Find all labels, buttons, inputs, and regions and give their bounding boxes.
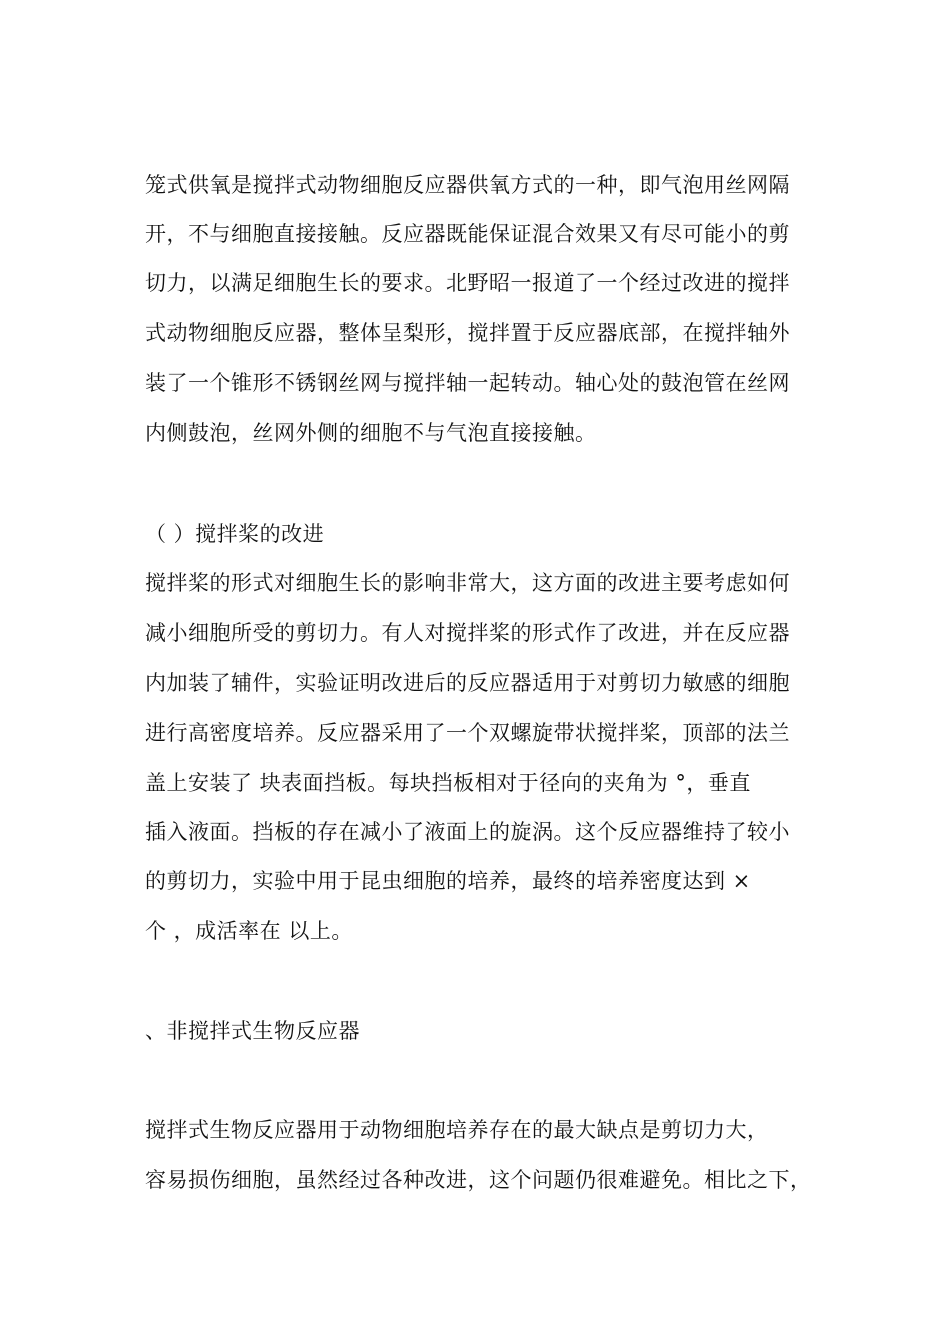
paragraph-2-line: 进行高密度培养。反应器采用了一个双螺旋带状搅拌桨，顶部的法兰 [145,721,790,745]
paragraph-1-line: 内侧鼓泡，丝网外侧的细胞不与气泡直接接触。 [145,421,597,445]
paragraph-2-line: 内加装了辅件，实验证明改进后的反应器适用于对剪切力敏感的细胞 [145,671,790,695]
paragraph-2-line: 搅拌桨的形式对细胞生长的影响非常大，这方面的改进主要考虑如何 [145,571,790,595]
paragraph-1-line: 笼式供氧是搅拌式动物细胞反应器供氧方式的一种，即气泡用丝网隔 [145,173,790,197]
section-heading-non-stirred: 、非搅拌式生物反应器 [145,1019,360,1043]
paragraph-2-line: 盖上安装了 块表面挡板。每块挡板相对于径向的夹角为 °，垂直 [145,771,751,795]
section-heading-impeller: （ ）搅拌桨的改进 [145,522,325,546]
paragraph-2-line: 减小细胞所受的剪切力。有人对搅拌桨的形式作了改进，并在反应器 [145,621,790,645]
paragraph-2-line: 个 ，成活率在 以上。 [145,919,353,943]
paragraph-2-line: 插入液面。挡板的存在减小了液面上的旋涡。这个反应器维持了较小 [145,820,790,844]
paragraph-1-line: 装了一个锥形不锈钢丝网与搅拌轴一起转动。轴心处的鼓泡管在丝网 [145,371,790,395]
paragraph-1-line: 切力，以满足细胞生长的要求。北野昭一报道了一个经过改进的搅拌 [145,271,790,295]
paragraph-3-line: 搅拌式生物反应器用于动物细胞培养存在的最大缺点是剪切力大， [145,1118,769,1142]
paragraph-1-line: 式动物细胞反应器，整体呈梨形，搅拌置于反应器底部，在搅拌轴外 [145,321,790,345]
paragraph-3-line: 容易损伤细胞，虽然经过各种改进，这个问题仍很难避免。相比之下， [145,1168,812,1192]
paragraph-1-line: 开，不与细胞直接接触。反应器既能保证混合效果又有尽可能小的剪 [145,222,790,246]
paragraph-2-line: 的剪切力，实验中用于昆虫细胞的培养，最终的培养密度达到 × [145,869,751,893]
